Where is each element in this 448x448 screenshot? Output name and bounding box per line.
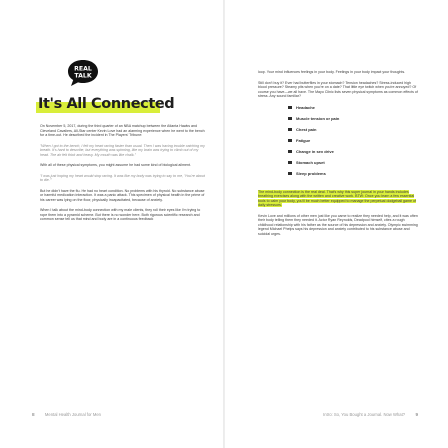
body-paragraph: When I talk about the mind-body connection with my male clients, they roll their eyes like I'm trying to rope them into a pyramid scheme. But there is no wonder here. Both rigorous scientific research and common sense tell us that mind and body are in a continuous feedback (40, 208, 201, 221)
list-item: Fatigue (288, 138, 420, 149)
quote-paragraph: "When I got to the bench, I felt my heart racing faster than usual. Then I was having trouble catching my breath. It's hard to describe, but everything was spinning, like my brain was trying to climb out of my head. The air felt thick and heavy. My mouth was like chalk." (40, 143, 205, 157)
speech-bubble-icon (66, 58, 100, 88)
running-footer-right: Intro: So, You Bought a Journal. Now What? (323, 412, 406, 417)
highlight-text: The mind-body connection is the real deal. That's why this super journal in your hands includes breathing exercises along with the written and creative work. BTW: Once you learn a few essential tools to calm your body, you'll be much better equipped to manage the perpetual dodgeball game of daily stressors. (258, 189, 417, 207)
logo-line-1: REAL (74, 65, 92, 73)
page-number-left: 8 (32, 412, 35, 417)
list-item: Chest pain (288, 127, 420, 138)
page-number-right: 9 (415, 412, 418, 417)
quote-paragraph: "I was just hoping my heart would stop racing. It was like my body was trying to say to me, 'You're about to die.'" (40, 173, 205, 182)
left-footer (32, 412, 101, 417)
highlighted-paragraph (258, 190, 420, 208)
closing-paragraph: Kevin Love and millions of other men just like you came to realize they needed help, and it was often their body telling them they needed it. Actor Ryan Reynolds, Deadpool himself, cites a rough childhood relationship with his father as the source of his depression and anxiety. Olympic swimming legend Michael Phelps says his depression and anxiety contributed to his substance abuse and suicidal urges. (258, 213, 418, 236)
right-intro-paragraph: loop. Your mind influences feelings in your body. Feelings in your body impact your thoughts. (258, 70, 406, 74)
logo-line-2: TALK (74, 72, 92, 80)
list-item: Headache (288, 105, 420, 116)
title-block (36, 96, 175, 116)
running-footer-left: Mental Health Journal for Men (44, 412, 101, 417)
list-item: Sleep problems (288, 171, 420, 182)
page-title: It's All Connected (38, 96, 175, 112)
right-footer (323, 412, 418, 417)
body-paragraph: With all of these physical symptoms, you might assume he had some kind of biological ailment. (40, 163, 192, 167)
body-paragraph: On November 5, 2017, during the third quarter of an NBA matchup between the Atlanta Hawks and Cleveland Cavaliers, All-Star center Kevin Love had an alarming experience when he went to the bench for a time-out. He described the incident in The Players' Tribune: (40, 124, 205, 137)
symptom-list (288, 105, 420, 182)
right-body-text (258, 70, 420, 242)
list-item: Change in sex drive (288, 149, 420, 160)
body-paragraph: But he didn't have the flu. He had no heart condition. No problems with his thyroid. No substance abuse or harmful medication interaction. It was a panic attack. This specimen of physical health in the prime of his career was lying on the floor, physically incapacitated, because of anxiety. (40, 188, 205, 202)
list-item: Muscle tension or pain (288, 116, 420, 127)
right-intro-paragraph: Still don't buy it? Ever had butterflies in your stomach? Tension headaches? Stress-induced high blood pressure? Steamy pits when you're on a date? That little eye twitch when you're annoyed? Of course you have—we all have. The Mayo Clinic lists seven physical symptoms as common effects of stress. Any sound familiar? (258, 80, 418, 98)
left-body-text (40, 124, 208, 228)
list-item: Stomach upset (288, 160, 420, 171)
